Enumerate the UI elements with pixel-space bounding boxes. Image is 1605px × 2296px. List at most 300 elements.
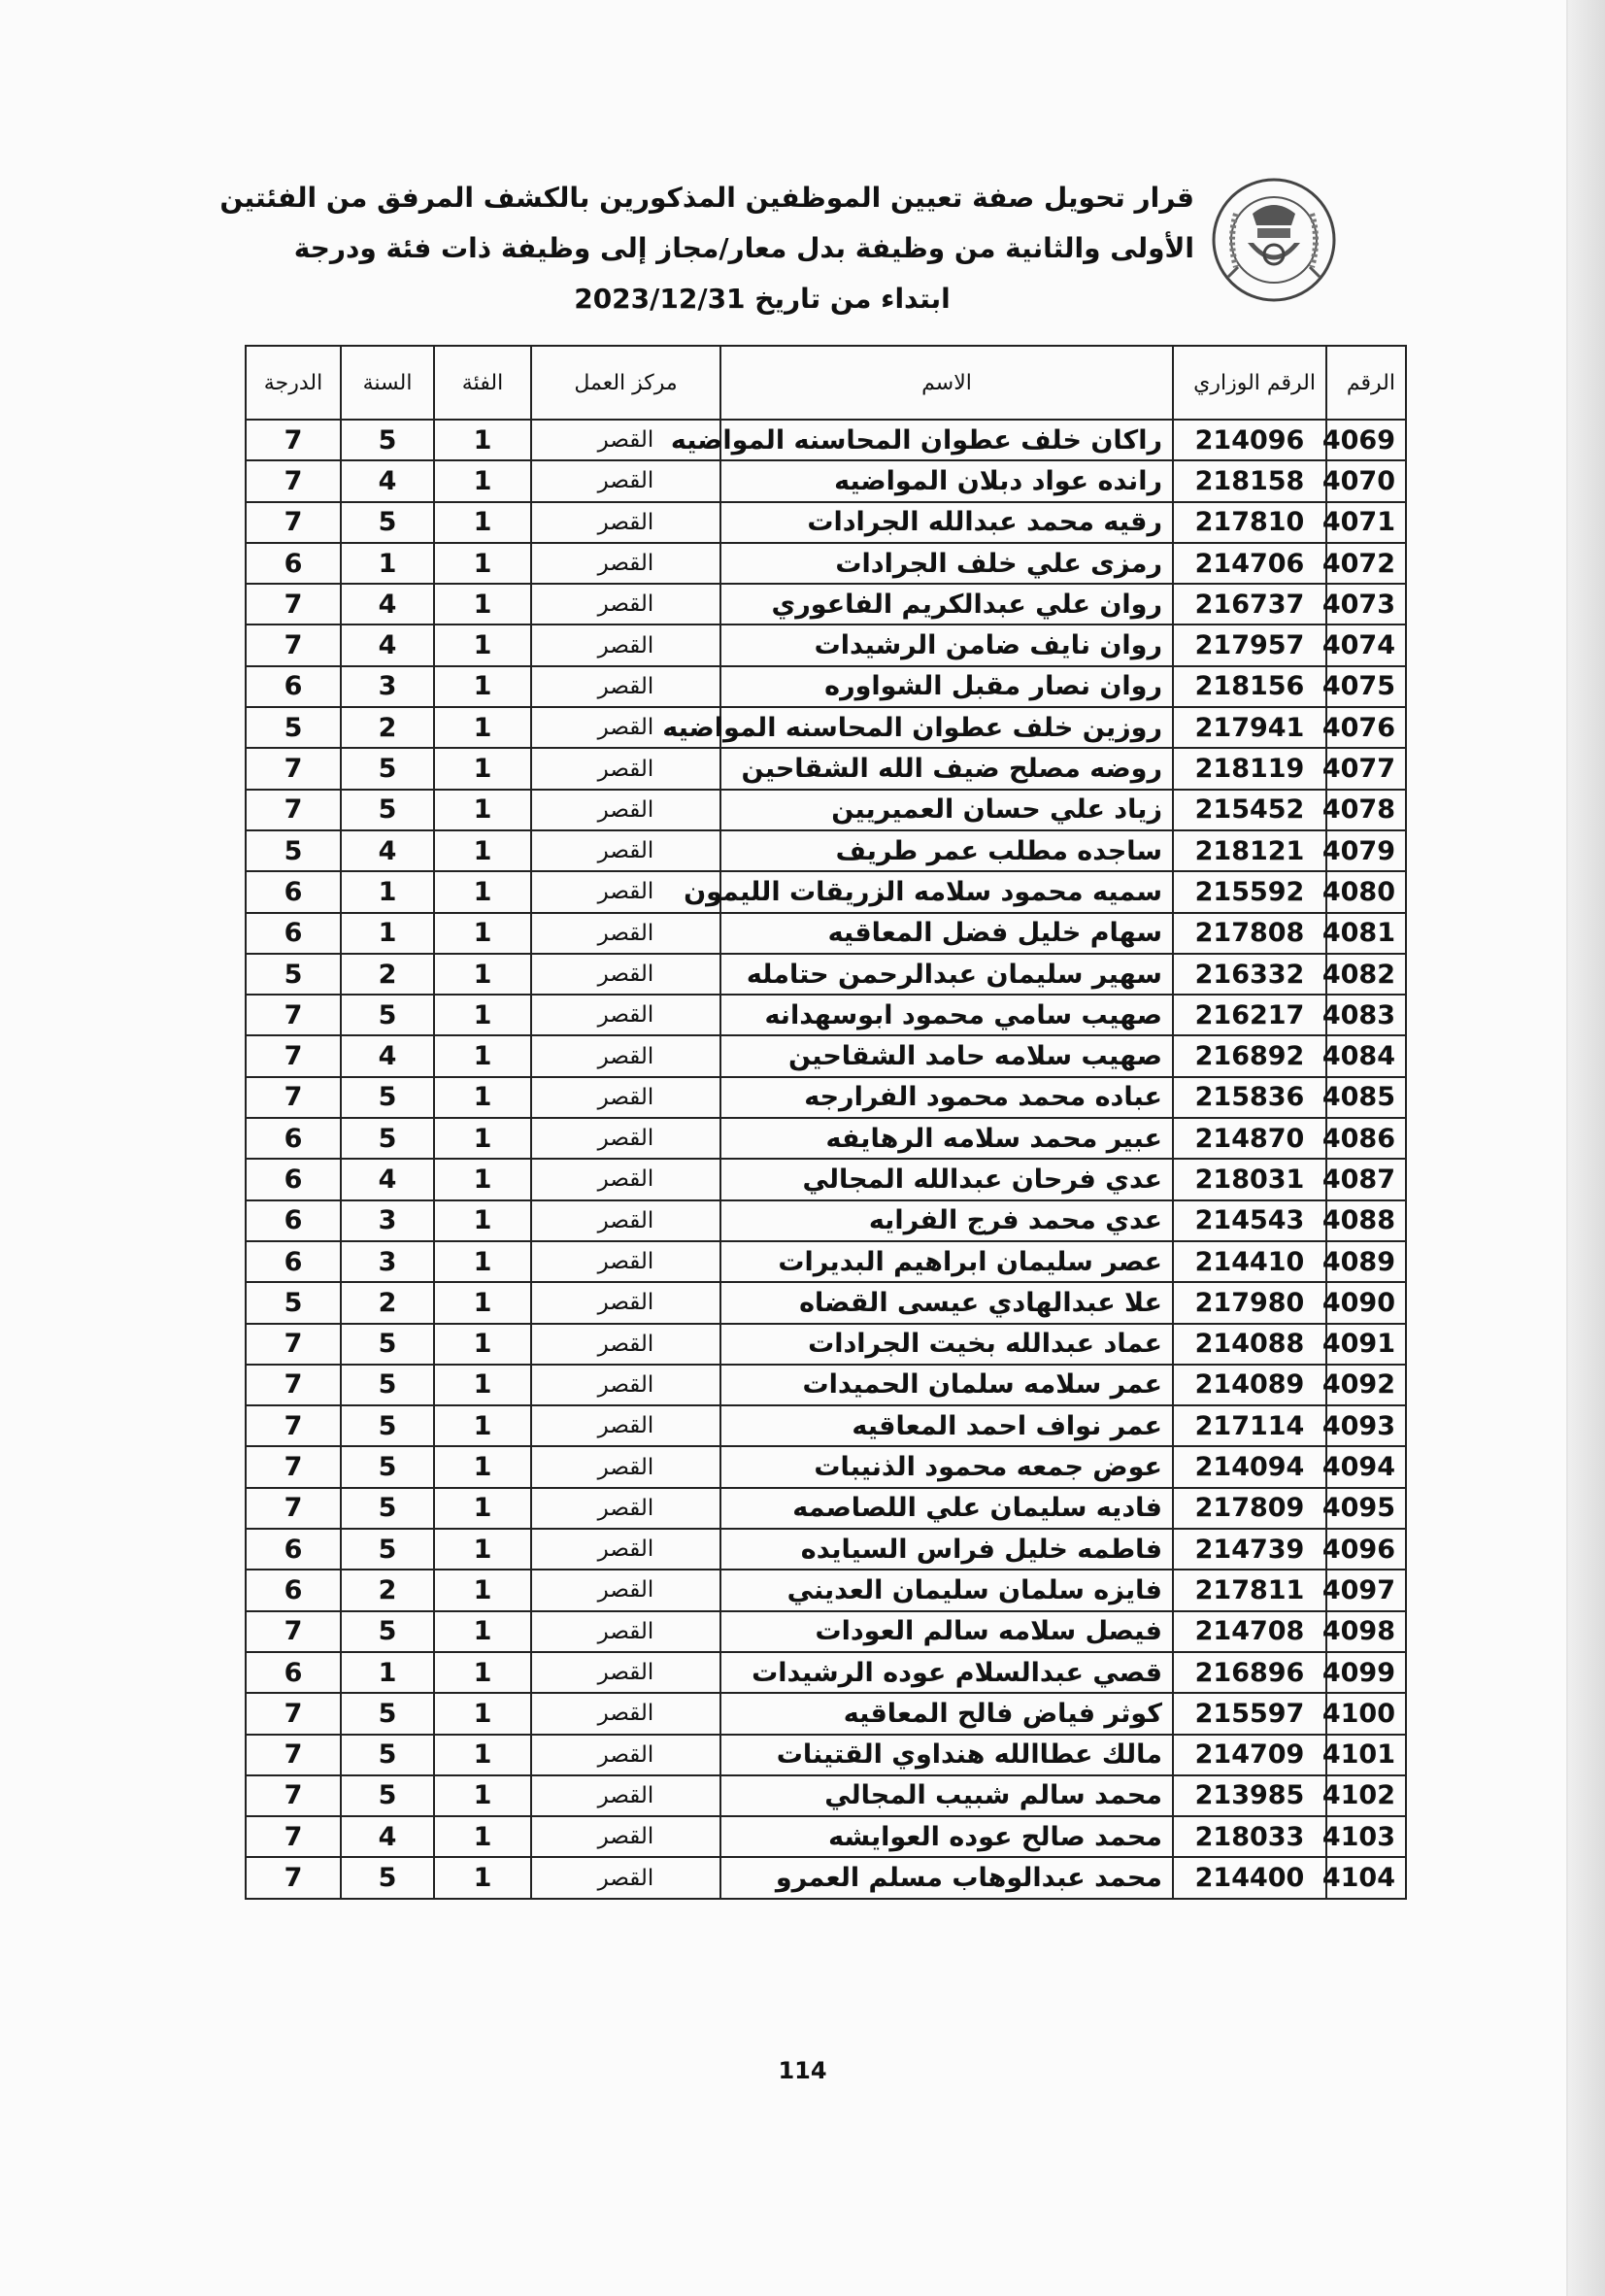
table-row [246,1405,1406,1446]
table-cell: 4097 [1326,1570,1406,1610]
table-cell: 5 [341,1775,434,1816]
table-cell: 4 [341,830,434,871]
table-cell: 4093 [1326,1405,1406,1446]
table-cell: القصر [531,1652,720,1693]
table-cell: 4092 [1326,1365,1406,1405]
table-row [246,830,1406,871]
table-cell: 6 [246,666,341,707]
table-row [246,1652,1406,1693]
table-cell: 218156 [1173,666,1326,707]
table-cell: 1 [434,748,531,789]
table-cell: 214410 [1173,1241,1326,1282]
table-cell: 217941 [1173,707,1326,748]
table-cell: 7 [246,1735,341,1775]
table-cell: القصر [531,1570,720,1610]
table-cell: 7 [246,995,341,1035]
table-cell: 1 [434,460,531,501]
table-cell: 1 [434,830,531,871]
column-header: مركز العمل [531,346,720,420]
table-cell: القصر [531,1241,720,1282]
table-cell: 215452 [1173,790,1326,830]
table-cell: 1 [434,707,531,748]
table-cell: 3 [341,666,434,707]
table-cell: محمد صالح عوده العوايشه [720,1816,1173,1857]
table-cell: 1 [434,1118,531,1159]
table-cell: 1 [434,790,531,830]
table-cell: فيصل سلامه سالم العودات [720,1611,1173,1652]
table-cell: 1 [434,871,531,912]
table-cell: 216737 [1173,584,1326,625]
table-cell: 214739 [1173,1529,1326,1570]
table-cell: عمر نواف احمد المعاقيه [720,1405,1173,1446]
table-cell: 5 [341,1735,434,1775]
table-cell: القصر [531,1857,720,1898]
table-cell: 214708 [1173,1611,1326,1652]
table-cell: 4076 [1326,707,1406,748]
table-cell: 7 [246,1077,341,1118]
table-cell: 4078 [1326,790,1406,830]
table-cell: 7 [246,502,341,543]
table-cell: سميه محمود سلامه الزريقات الليمون [720,871,1173,912]
table-cell: 4091 [1326,1324,1406,1365]
table-cell: 217810 [1173,502,1326,543]
employee-table [245,345,1407,1900]
table-cell: 4077 [1326,748,1406,789]
table-cell: 1 [434,502,531,543]
table-cell: 5 [341,790,434,830]
table-cell: 7 [246,584,341,625]
table-cell: عصر سليمان ابراهيم البديرات [720,1241,1173,1282]
table-cell: 4087 [1326,1159,1406,1199]
table-row [246,1816,1406,1857]
table-cell: 4079 [1326,830,1406,871]
table-cell: 1 [434,1570,531,1610]
table-cell: 1 [434,1405,531,1446]
page-number: 114 [778,2057,827,2084]
table-row [246,954,1406,995]
table-cell: عوض جمعه محمود الذنيبات [720,1446,1173,1487]
table-cell: 215836 [1173,1077,1326,1118]
table-cell: راكان خلف عطوان المحاسنه المواضيه [720,420,1173,460]
table-cell: القصر [531,1735,720,1775]
table-cell: القصر [531,1529,720,1570]
table-cell: 7 [246,1816,341,1857]
column-header: الفئة [434,346,531,420]
table-cell: 5 [341,1529,434,1570]
table-cell: 4 [341,584,434,625]
table-cell: عبير محمد سلامه الرهايفه [720,1118,1173,1159]
column-header: السنة [341,346,434,420]
table-cell: ساجده مطلب عمر طريف [720,830,1173,871]
table-cell: 1 [434,1200,531,1241]
column-header: الدرجة [246,346,341,420]
table-cell: 6 [246,1529,341,1570]
table-cell: القصر [531,460,720,501]
table-row [246,666,1406,707]
table-cell: 4102 [1326,1775,1406,1816]
table-cell: 1 [434,1775,531,1816]
table-cell: 214706 [1173,543,1326,584]
table-cell: 7 [246,625,341,665]
table-row [246,1118,1406,1159]
table-row [246,1488,1406,1529]
table-cell: صهيب سلامه حامد الشقاحين [720,1035,1173,1076]
table-cell: رانده عواد دبلان المواضيه [720,460,1173,501]
table-cell: القصر [531,913,720,954]
table-body [246,420,1406,1899]
table-cell: 1 [434,1324,531,1365]
table-cell: 1 [341,913,434,954]
table-cell: 4 [341,1159,434,1199]
table-cell: القصر [531,871,720,912]
table-cell: 214096 [1173,420,1326,460]
table-cell: 4085 [1326,1077,1406,1118]
table-row [246,1529,1406,1570]
table-cell: 4090 [1326,1282,1406,1323]
table-cell: روان نصار مقبل الشواوره [720,666,1173,707]
table-cell: 4 [341,625,434,665]
table-cell: 4075 [1326,666,1406,707]
table-cell: محمد سالم شبيب المجالي [720,1775,1173,1816]
table-cell: 1 [434,1693,531,1734]
table-cell: قصي عبدالسلام عوده الرشيدات [720,1652,1173,1693]
table-cell: 7 [246,1693,341,1734]
table-row [246,871,1406,912]
table-cell: القصر [531,1077,720,1118]
table-cell: 213985 [1173,1775,1326,1816]
table-cell: القصر [531,1365,720,1405]
table-cell: 5 [341,1857,434,1898]
title-line-2: الأولى والثانية من وظيفة بدل معار/مجاز إلى وظيفة ذات فئة ودرجة [293,232,1194,264]
table-cell: فاديه سليمان علي اللصاصمه [720,1488,1173,1529]
table-cell: صهيب سامي محمود ابوسهدانه [720,995,1173,1035]
table-cell: 7 [246,460,341,501]
table-cell: 4104 [1326,1857,1406,1898]
table-cell: 216896 [1173,1652,1326,1693]
table-cell: 6 [246,913,341,954]
table-row [246,1775,1406,1816]
table-cell: القصر [531,1405,720,1446]
table-cell: محمد عبدالوهاب مسلم العمرو [720,1857,1173,1898]
table-cell: القصر [531,995,720,1035]
table-cell: 6 [246,871,341,912]
table-cell: 217957 [1173,625,1326,665]
table-cell: 4086 [1326,1118,1406,1159]
table-row [246,584,1406,625]
table-cell: 7 [246,1488,341,1529]
table-cell: 1 [434,954,531,995]
table-row [246,1446,1406,1487]
table-cell: فاطمه خليل فراس السيايده [720,1529,1173,1570]
table-cell: 1 [434,625,531,665]
table-cell: فايزه سلمان سليمان العديني [720,1570,1173,1610]
table-row [246,995,1406,1035]
table-cell: القصر [531,707,720,748]
table-row [246,707,1406,748]
table-cell: 1 [434,1816,531,1857]
table-cell: 214400 [1173,1857,1326,1898]
column-header: الرقم الوزاري [1173,346,1326,420]
table-row [246,543,1406,584]
table-cell: 218158 [1173,460,1326,501]
table-cell: 5 [341,1611,434,1652]
title-line-3: ابتداء من تاريخ 2023/12/31 [574,283,951,315]
table-cell: 2 [341,1282,434,1323]
table-cell: عباده محمد محمود الفرارجه [720,1077,1173,1118]
table-cell: القصر [531,666,720,707]
table-cell: 7 [246,1446,341,1487]
table-cell: 6 [246,1200,341,1241]
table-cell: 5 [341,748,434,789]
table-cell: القصر [531,1816,720,1857]
table-cell: 4082 [1326,954,1406,995]
table-cell: 1 [434,584,531,625]
table-cell: 4070 [1326,460,1406,501]
table-cell: روان علي عبدالكريم الفاعوري [720,584,1173,625]
table-row [246,1365,1406,1405]
table-cell: 5 [341,1693,434,1734]
table-cell: 215597 [1173,1693,1326,1734]
decision-title [219,173,1194,324]
table-cell: 1 [434,1611,531,1652]
table-cell: 7 [246,1324,341,1365]
table-cell: 4083 [1326,995,1406,1035]
table-row [246,790,1406,830]
table-cell: 7 [246,420,341,460]
table-cell: 7 [246,1405,341,1446]
table-row [246,502,1406,543]
table-cell: 1 [434,995,531,1035]
table-cell: 5 [341,502,434,543]
table-cell: روضه مصلح ضيف الله الشقاحين [720,748,1173,789]
table-cell: 1 [434,1241,531,1282]
table-cell: القصر [531,1118,720,1159]
table-cell: القصر [531,502,720,543]
table-cell: 1 [434,420,531,460]
table-cell: 1 [434,1159,531,1199]
table-cell: 218119 [1173,748,1326,789]
table-row [246,1282,1406,1323]
table-cell: 4074 [1326,625,1406,665]
table-cell: 6 [246,543,341,584]
table-cell: 4 [341,1035,434,1076]
table-cell: 4099 [1326,1652,1406,1693]
table-cell: القصر [531,1488,720,1529]
table-cell: 4088 [1326,1200,1406,1241]
table-cell: سهير سليمان عبدالرحمن حتامله [720,954,1173,995]
table-cell: 1 [434,1446,531,1487]
table-cell: 4101 [1326,1735,1406,1775]
table-cell: القصر [531,625,720,665]
table-row [246,420,1406,460]
table-cell: مالك عطاالله هنداوي القتينات [720,1735,1173,1775]
table-cell: عدي محمد فرج الفرايه [720,1200,1173,1241]
table-cell: 7 [246,790,341,830]
table-row [246,1159,1406,1199]
table-cell: 5 [341,995,434,1035]
table-cell: 1 [434,1365,531,1405]
table-cell: القصر [531,954,720,995]
table-cell: القصر [531,1693,720,1734]
table-cell: 4096 [1326,1529,1406,1570]
table-cell: 7 [246,1365,341,1405]
table-header-row [246,346,1406,420]
table-cell: 3 [341,1241,434,1282]
table-cell: عمر سلامه سلمان الحميدات [720,1365,1173,1405]
table-cell: رقيه محمد عبدالله الجرادات [720,502,1173,543]
table-cell: 4095 [1326,1488,1406,1529]
table-cell: 4081 [1326,913,1406,954]
table-cell: 6 [246,1159,341,1199]
table-cell: 218031 [1173,1159,1326,1199]
table-cell: 217809 [1173,1488,1326,1529]
table-cell: القصر [531,790,720,830]
table-cell: 214088 [1173,1324,1326,1365]
table-cell: 5 [246,954,341,995]
table-cell: علا عبدالهادي عيسى القضاه [720,1282,1173,1323]
table-cell: 1 [434,666,531,707]
table-cell: القصر [531,1035,720,1076]
table-cell: 217114 [1173,1405,1326,1446]
table-cell: 4094 [1326,1446,1406,1487]
table-cell: 5 [246,1282,341,1323]
table-cell: القصر [531,420,720,460]
table-cell: 214870 [1173,1118,1326,1159]
table-row [246,1241,1406,1282]
table-cell: 5 [341,1446,434,1487]
table-cell: 1 [434,913,531,954]
table-cell: 4100 [1326,1693,1406,1734]
table-cell: 5 [341,1118,434,1159]
table-cell: 6 [246,1570,341,1610]
ministry-seal-icon [1209,175,1340,306]
table-cell: 5 [246,707,341,748]
table-row [246,748,1406,789]
table-cell: 7 [246,1611,341,1652]
table-cell: 5 [341,420,434,460]
table-cell: 4 [341,460,434,501]
table-cell: 5 [341,1365,434,1405]
table-cell: القصر [531,1159,720,1199]
table-cell: عدي فرحان عبدالله المجالي [720,1159,1173,1199]
table-cell: 1 [434,1282,531,1323]
table-cell: 5 [341,1324,434,1365]
table-cell: 214709 [1173,1735,1326,1775]
table-cell: 6 [246,1241,341,1282]
table-cell: 4073 [1326,584,1406,625]
table-cell: كوثر فياض فالح المعاقيه [720,1693,1173,1734]
page-edge-shadow [1566,0,1605,2296]
table-row [246,460,1406,501]
table-cell: 2 [341,954,434,995]
table-cell: 216217 [1173,995,1326,1035]
table-row [246,1570,1406,1610]
table-cell: 4103 [1326,1816,1406,1857]
table-cell: رمزى علي خلف الجرادات [720,543,1173,584]
table-cell: 5 [341,1405,434,1446]
table-cell: 215592 [1173,871,1326,912]
table-cell: سهام خليل فضل المعاقيه [720,913,1173,954]
table-cell: 1 [434,1077,531,1118]
table-cell: 5 [341,1077,434,1118]
table-cell: 1 [341,543,434,584]
column-header: الاسم [720,346,1173,420]
table-cell: 1 [434,543,531,584]
table-cell: القصر [531,1282,720,1323]
table-row [246,625,1406,665]
table-cell: روزين خلف عطوان المحاسنه المواضيه [720,707,1173,748]
table-row [246,1611,1406,1652]
table-cell: 218033 [1173,1816,1326,1857]
table-cell: زياد علي حسان العميريين [720,790,1173,830]
table-row [246,1077,1406,1118]
table-cell: 1 [434,1652,531,1693]
table-row [246,1857,1406,1898]
table-cell: 7 [246,748,341,789]
table-cell: 5 [246,830,341,871]
table-cell: 214094 [1173,1446,1326,1487]
table-cell: 217980 [1173,1282,1326,1323]
table-cell: القصر [531,1611,720,1652]
table-cell: 1 [434,1035,531,1076]
table-cell: 214543 [1173,1200,1326,1241]
table-cell: 6 [246,1118,341,1159]
table-cell: 217811 [1173,1570,1326,1610]
table-row [246,1693,1406,1734]
table-cell: 217808 [1173,913,1326,954]
table-cell: روان نايف ضامن الرشيدات [720,625,1173,665]
table-cell: 7 [246,1857,341,1898]
table-cell: القصر [531,1775,720,1816]
table-cell: 218121 [1173,830,1326,871]
table-cell: القصر [531,830,720,871]
table-cell: 1 [341,871,434,912]
table-cell: 1 [341,1652,434,1693]
table-cell: 4072 [1326,543,1406,584]
table-cell: عماد عبدالله بخيت الجرادات [720,1324,1173,1365]
table-cell: 4071 [1326,502,1406,543]
table-cell: 4084 [1326,1035,1406,1076]
table-cell: 2 [341,1570,434,1610]
table-cell: 216332 [1173,954,1326,995]
table-row [246,1735,1406,1775]
title-line-1: قرار تحويل صفة تعيين الموظفين المذكورين بالكشف المرفق من الفئتين [219,182,1194,214]
table-cell: القصر [531,584,720,625]
column-header: الرقم [1326,346,1406,420]
table-cell: 6 [246,1652,341,1693]
table-row [246,1035,1406,1076]
table-row [246,1324,1406,1365]
table-row [246,1200,1406,1241]
table-cell: 2 [341,707,434,748]
table-cell: 7 [246,1775,341,1816]
table-cell: 4098 [1326,1611,1406,1652]
table-cell: 5 [341,1488,434,1529]
table-cell: القصر [531,1200,720,1241]
table-cell: القصر [531,1446,720,1487]
table-cell: 4069 [1326,420,1406,460]
table-cell: 1 [434,1857,531,1898]
table-cell: القصر [531,1324,720,1365]
table-cell: 1 [434,1529,531,1570]
table-cell: 1 [434,1488,531,1529]
table-cell: 7 [246,1035,341,1076]
table-cell: 1 [434,1735,531,1775]
table-row [246,913,1406,954]
table-cell: 4089 [1326,1241,1406,1282]
table-cell: 4080 [1326,871,1406,912]
table-cell: 3 [341,1200,434,1241]
